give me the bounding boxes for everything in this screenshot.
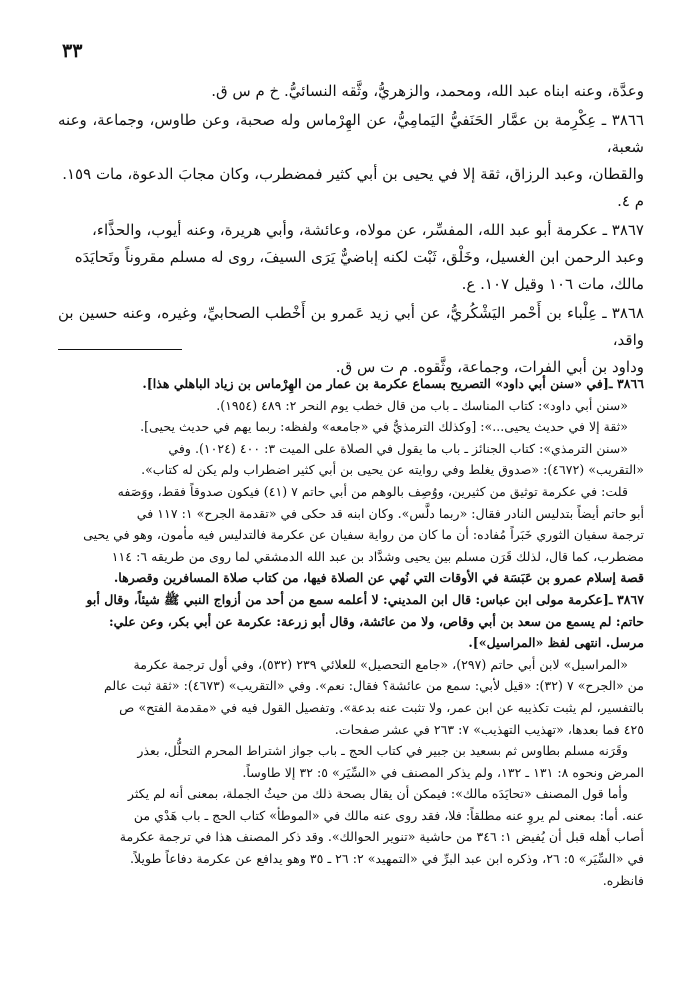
note-line: ٣٨٦٧ ـ[عكرمة مولى ابن عباس: قال ابن المديني: لا أعلمه سمع من أحد من أزواج النبي ﷺ شيئاً، وقال أبو xyxy=(86,591,644,607)
footnote-divider xyxy=(58,349,182,350)
note-line: «سنن الترمذي»: كتاب الجنائز ـ باب ما يقول في الصلاة على الميت ٣: ٤٠٠ (١٠٢٤). وفي xyxy=(168,440,628,456)
note-line: حاتم: لم يسمع من سعد بن أبي وقاص، ولا من عائشة، وقال أبو زرعة: عكرمة عن أبي بكر، وعن علي: xyxy=(109,613,644,629)
note-line: بالتفسير، لم يثبت تكذيبه عن ابن عمر، ولا تثبت عنه بدعة». وتفصيل القول فيه في «مقدمة الفتح» ص xyxy=(119,699,644,715)
entry-3868-line: وداود بن أبي الفرات، وجماعة، وثَّقوه. م ت س ق. xyxy=(335,358,644,376)
note-line: ٤٢٥ فما بعدها، «تهذيب التهذيب» ٧: ٢٦٣ في عشر صفحات. xyxy=(334,721,644,737)
note-line: في «السِّيَر» ٥: ٢٦، وذكره ابن عبد البرِّ في «التمهيد» ٢: ٢٦ ـ ٣٥ وهو يدافع عن عكرمة دفاعاً طويلاً. xyxy=(129,851,644,867)
note-line: المرض ونحوه ٨: ١٣١ ـ ١٣٢، ولم يذكر المصنف في «السِّيَر» ٥: ٣٢ إلا طاوساً. xyxy=(242,764,644,780)
entry-3866-line: م ٤. xyxy=(617,192,644,210)
note-line: أصاب أهله قبل أن يُفيض ١: ٣٤٦ من حاشية «تنوير الحوالك». وقد ذكر المصنف هذا في ترجمة عكرمة xyxy=(119,829,644,845)
page-number: ٣٣ xyxy=(62,40,83,62)
note-line: ٣٨٦٦ ـ[في «سنن أبي داود» التصريح بسماع عكرمة بن عمار من الهِرْماس بن زياد الباهلي هذا]. xyxy=(142,376,644,391)
note-line: «سنن أبي داود»: كتاب المناسك ـ باب من قال خطب يوم النحر ٢: ٤٨٩ (١٩٥٤). xyxy=(216,397,628,413)
footnotes xyxy=(58,373,644,891)
note-line: قلت: في عكرمة توثيق من كثيرين، ووُصِف بالوهم من أبي حاتم ٧ (٤١) فيكون صدوقاً فقط، ووَصَفه xyxy=(117,483,628,499)
note-line: فانظره. xyxy=(602,872,644,888)
note-line: ترجمة سفيان الثوري خَبَراً مُفاده: أن ما كان من رواية سفيان عن عكرمة فالتدليس فيه مأمون، وهو في يحيى xyxy=(83,527,644,543)
note-line: من «الجرح» ٧ (٣٢): «قيل لأبي: سمع من عائشة؟ فقال: نعم». وفي «التقريب» (٤٦٧٣): «ثقة ثبت عالم xyxy=(104,678,644,694)
note-line: وقَرَنه مسلم بطاوس ثم بسعيد بن جبير في كتاب الحج ـ باب جواز اشتراط المحرم التحلُّل، بعذر xyxy=(137,743,628,759)
note-line: مرسل. انتهى لفظ «المراسيل»]. xyxy=(468,635,644,651)
entry-3868-line: ٣٨٦٨ ـ عِلْباء بن أَحْمر اليَشْكُريُّ، عن أبي زيد عَمرو بن أَخْطب الصحابيِّ، وغيره، وعنه حسين بن واقد، xyxy=(58,304,644,349)
entry-3866-line: والقطان، وعبد الرزاق، ثقة إلا في يحيى بن أبي كثير فمضطرب، وكان مجابَ الدعوة، مات ١٥٩. xyxy=(62,165,644,183)
note-line: «المراسيل» لابن أبي حاتم (٢٩٧)، «جامع التحصيل» للعلائي ٢٣٩ (٥٣٢)، وفي أول ترجمة عكرمة xyxy=(133,656,628,672)
main-line: وعدَّة، وعنه ابناه عبد الله، ومحمد، والزهريُّ، وثَّقه النسائيُّ. خ م س ق. xyxy=(211,82,644,100)
note-line: عنه. أما: بمعنى لم يروِ عنه مطلقاً: فلا، فقد روى عنه مالك في «الموطأ» كتاب الحج ـ باب هَدْي من xyxy=(133,807,644,823)
note-line: أبو حاتم أيضاً بتدليس النادر فقال: «ربما دلَّس». وكان ابنه قد حكى في «تقدمة الجرح» ١: ١١٧ في xyxy=(136,505,644,521)
note-line: «ثقة إلا في حديث يحيى...»: [وكذلك الترمذيُّ في «جامعه» ولفظه: ربما يهم في حديث يحيى]. xyxy=(140,419,628,435)
entry-3867-line: ٣٨٦٧ ـ عكرمة أبو عبد الله، المفسِّر، عن مولاه، وعائشة، وأبي هريرة، وعنه أيوب، والحذَّاء، xyxy=(92,221,644,239)
note-line: قصة إسلام عمرو بن عَبَسَة في الأوقات التي نُهي عن الصلاة فيها، من كتاب صلاة المسافرين وقصرها. xyxy=(113,570,644,586)
entry-3866-line: ٣٨٦٦ ـ عِكْرِمة بن عمَّار الحَنَفيُّ اليَمامِيُّ، عن الهِرْماس وله صحبة، وعن طاوس، وجماعة، وعنه شعبة، xyxy=(58,111,644,156)
note-line: «التقريب» (٤٦٧٢): «صدوق يغلط وفي روايته عن يحيى بن أبي كثير اضطراب ولم يكن له كتاب». xyxy=(141,462,644,478)
note-line: مضطرب، كما قال، لذلك قَرَن مسلم بين يحيى وشدَّاد بن عبد الله الدمشقي لما روى من طريقه ٦: ١١٤ xyxy=(111,548,644,564)
entry-3867-line: مالك، مات ١٠٦ وقيل ١٠٧. ع. xyxy=(461,275,644,293)
main-text xyxy=(58,78,644,381)
entry-3867-line: وعبد الرحمن ابن الغسيل، وخَلْق، ثَبْت لكنه إباضيٌّ يَرَى السيفَ، روى له مسلم مقروناً وتَحايَدَه xyxy=(74,248,644,266)
note-line: وأما قول المصنف «تحايَدَه مالك»: فيمكن أن يقال بصحة ذلك من حيثُ الجملة، بمعنى أنه لم يكثر xyxy=(127,786,628,802)
